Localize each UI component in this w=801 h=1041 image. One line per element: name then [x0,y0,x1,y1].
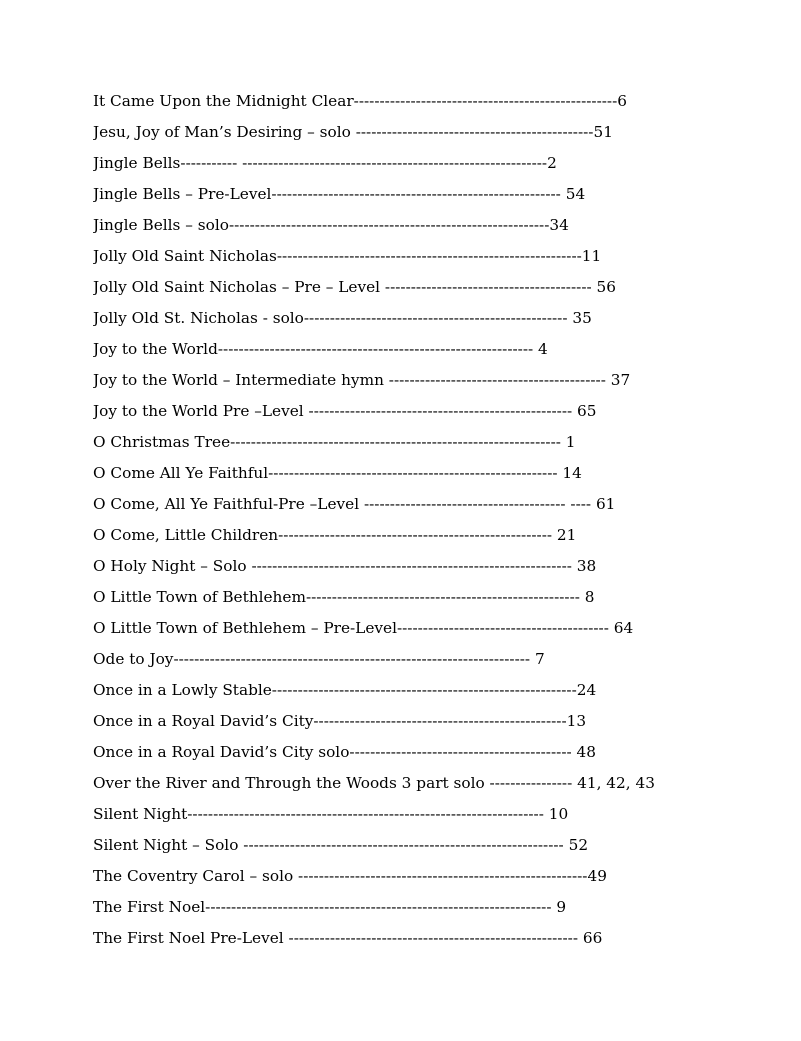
table-of-contents [93,88,713,956]
toc-entry: The First Noel------------------------------------------------------------------- 9 [93,898,567,916]
toc-entry: It Came Upon the Midnight Clear---------------------------------------------------6 [93,92,627,110]
toc-entry: Over the River and Through the Woods 3 part solo ---------------- 41, 42, 43 [93,774,655,792]
toc-entry: Joy to the World Pre –Level --------------------------------------------------- 65 [93,402,597,420]
toc-entry: O Little Town of Bethlehem----------------------------------------------------- 8 [93,588,595,606]
toc-entry: Jolly Old Saint Nicholas – Pre – Level ---------------------------------------- 56 [93,278,616,296]
toc-entry: O Come All Ye Faithful-------------------------------------------------------- 14 [93,464,582,482]
toc-entry: Jingle Bells – Pre-Level-------------------------------------------------------- 54 [93,185,586,203]
toc-entry: Jolly Old St. Nicholas - solo--------------------------------------------------- 35 [93,309,592,327]
toc-entry: Jolly Old Saint Nicholas-----------------------------------------------------------11 [93,247,602,265]
toc-entry: The First Noel Pre-Level -------------------------------------------------------- 66 [93,929,603,947]
toc-entry: Ode to Joy--------------------------------------------------------------------- 7 [93,650,545,668]
toc-entry: Joy to the World – Intermediate hymn ------------------------------------------ 37 [93,371,631,389]
toc-entry: O Come, Little Children----------------------------------------------------- 21 [93,526,577,544]
toc-entry: Joy to the World------------------------------------------------------------- 4 [93,340,548,358]
toc-entry: Silent Night – Solo -------------------------------------------------------------- 52 [93,836,589,854]
toc-entry: Silent Night--------------------------------------------------------------------- 10 [93,805,569,823]
toc-entry: The Coventry Carol – solo --------------------------------------------------------49 [93,867,607,885]
toc-entry: O Little Town of Bethlehem – Pre-Level----------------------------------------- 64 [93,619,634,637]
toc-entry: O Holy Night – Solo -------------------------------------------------------------- 38 [93,557,597,575]
toc-entry: Jesu, Joy of Man’s Desiring – solo ----------------------------------------------51 [93,123,613,141]
toc-entry: Once in a Lowly Stable-----------------------------------------------------------24 [93,681,597,699]
toc-entry: O Christmas Tree---------------------------------------------------------------- 1 [93,433,576,451]
toc-entry: Jingle Bells----------- -----------------------------------------------------------2 [93,154,557,172]
toc-entry: Once in a Royal David’s City-------------------------------------------------13 [93,712,587,730]
toc-entry: Jingle Bells – solo--------------------------------------------------------------34 [93,216,569,234]
toc-entry: O Come, All Ye Faithful-Pre –Level --------------------------------------- ---- 61 [93,495,616,513]
toc-entry: Once in a Royal David’s City solo------------------------------------------- 48 [93,743,596,761]
